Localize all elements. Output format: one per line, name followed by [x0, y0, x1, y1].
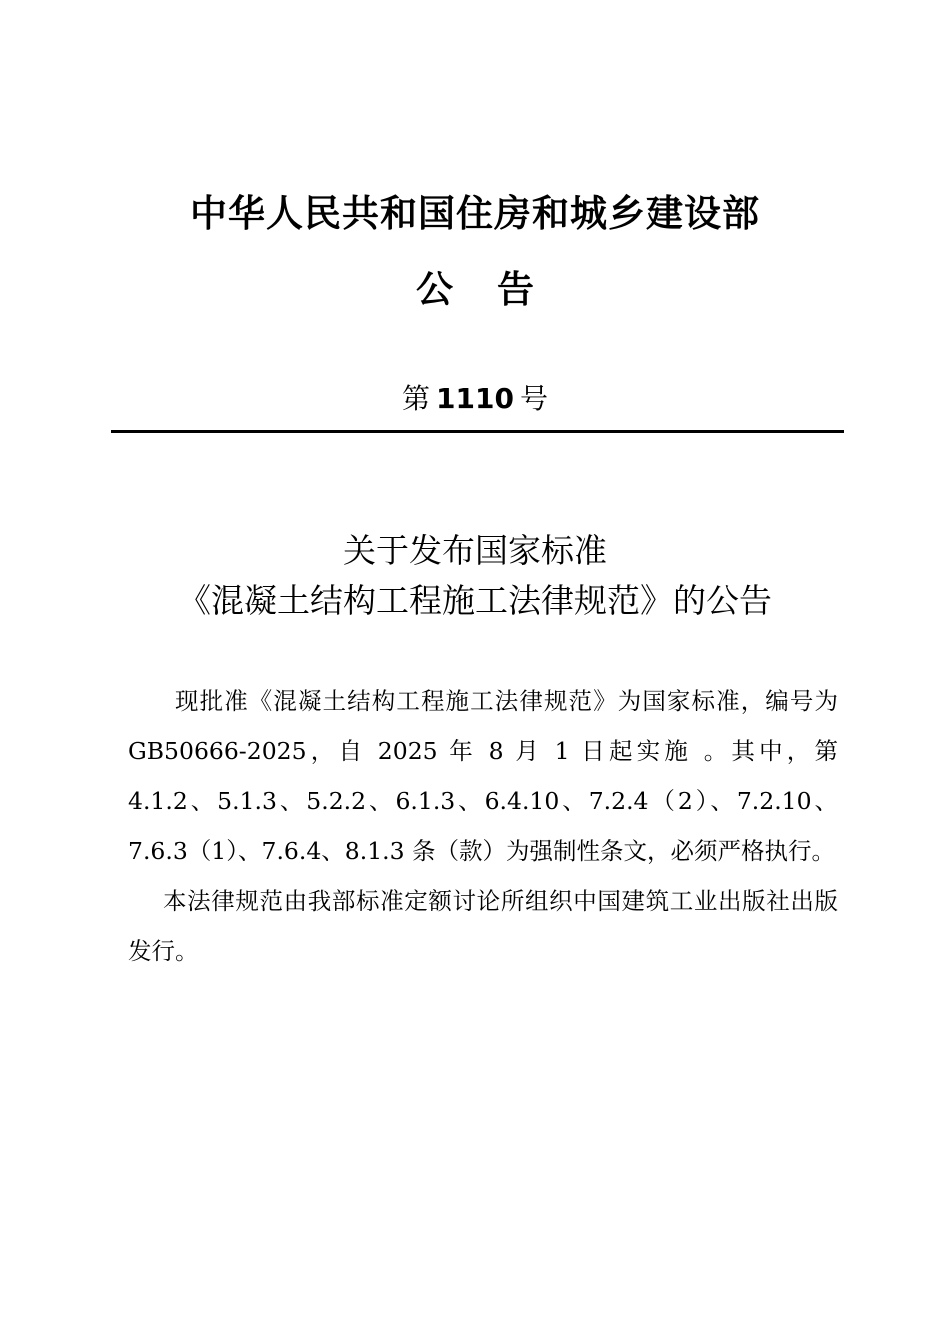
issuer-title: 中华人民共和国住房和城乡建设部: [190, 192, 760, 235]
number-prefix: 第: [402, 382, 431, 415]
number-value: 1110: [436, 382, 514, 415]
body-paragraph-2: 本法律规范由我部标准定额讨论所组织中国建筑工业出版社出版发行。: [128, 887, 838, 965]
announcement-body: [128, 676, 838, 976]
announcement-title: [0, 526, 950, 626]
number-suffix: 号: [519, 382, 548, 415]
title-line-1: 关于发布国家标准: [343, 531, 607, 570]
body-paragraph-1: 现批准《混凝土结构工程施工法律规范》为国家标准，编号为 GB50666-2025，自 2025 年 8 月 1 日起实施 。其中，第 4.1.2、5.1.3、5.2.2、6.1.3、6.4.10、7.2.4（2）、7.2.10、7.6.3（1）、7.6.4、8.1.3 条（款）为强制性条文，必须严格执行。: [128, 687, 838, 865]
document-number: [0, 378, 950, 420]
title-line-2: 《混凝土结构工程施工法律规范》的公告: [178, 581, 772, 620]
header-divider: [111, 430, 844, 433]
document-type: 公告: [416, 268, 578, 311]
